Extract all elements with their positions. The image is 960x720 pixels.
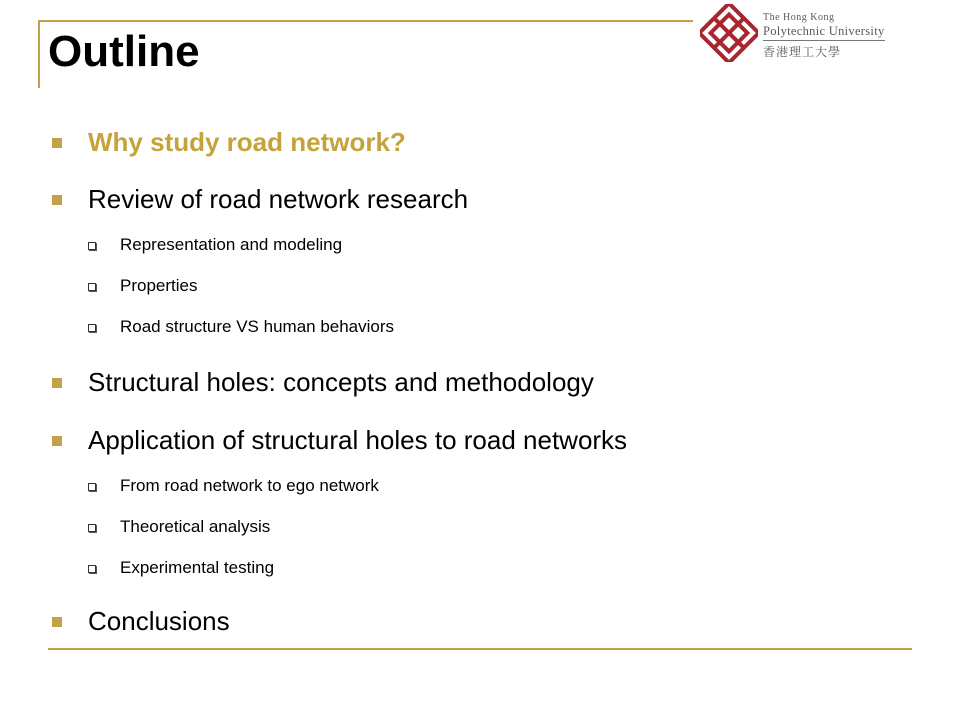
square-bullet-icon — [52, 138, 62, 148]
outline-item-text: Review of road network research — [88, 184, 469, 214]
square-bullet-icon — [52, 195, 62, 205]
hollow-square-bullet-icon — [88, 242, 96, 250]
square-bullet-icon — [52, 617, 62, 627]
hollow-square-bullet-icon — [88, 524, 96, 532]
hollow-square-bullet-icon — [88, 324, 96, 332]
hollow-square-bullet-icon — [88, 283, 96, 291]
outline-subitem-text: Theoretical analysis — [120, 517, 271, 536]
footer-rule — [48, 648, 912, 650]
hollow-square-bullet-icon — [88, 483, 96, 491]
outline-subitem-text: Experimental testing — [120, 558, 275, 577]
outline-item-text: Structural holes: concepts and methodology — [88, 367, 594, 397]
outline-subitem-text: Road structure VS human behaviors — [120, 317, 395, 336]
outline-item-text: Why study road network? — [88, 127, 406, 157]
outline-subitem-text: From road network to ego network — [120, 476, 379, 495]
outline-subitem-text: Representation and modeling — [120, 235, 343, 254]
outline-subitem-text: Properties — [120, 276, 198, 295]
logo-line-1: The Hong Kong — [763, 12, 835, 23]
square-bullet-icon — [52, 436, 62, 446]
outline-item-text: Application of structural holes to road networks — [88, 425, 628, 455]
logo-line-2: Polytechnic University — [763, 24, 885, 41]
square-bullet-icon — [52, 378, 62, 388]
hollow-square-bullet-icon — [88, 565, 96, 573]
slide-title: Outline — [48, 27, 200, 76]
outline-item-text: Conclusions — [88, 606, 230, 636]
logo-line-3: 香港理工大學 — [763, 45, 842, 59]
